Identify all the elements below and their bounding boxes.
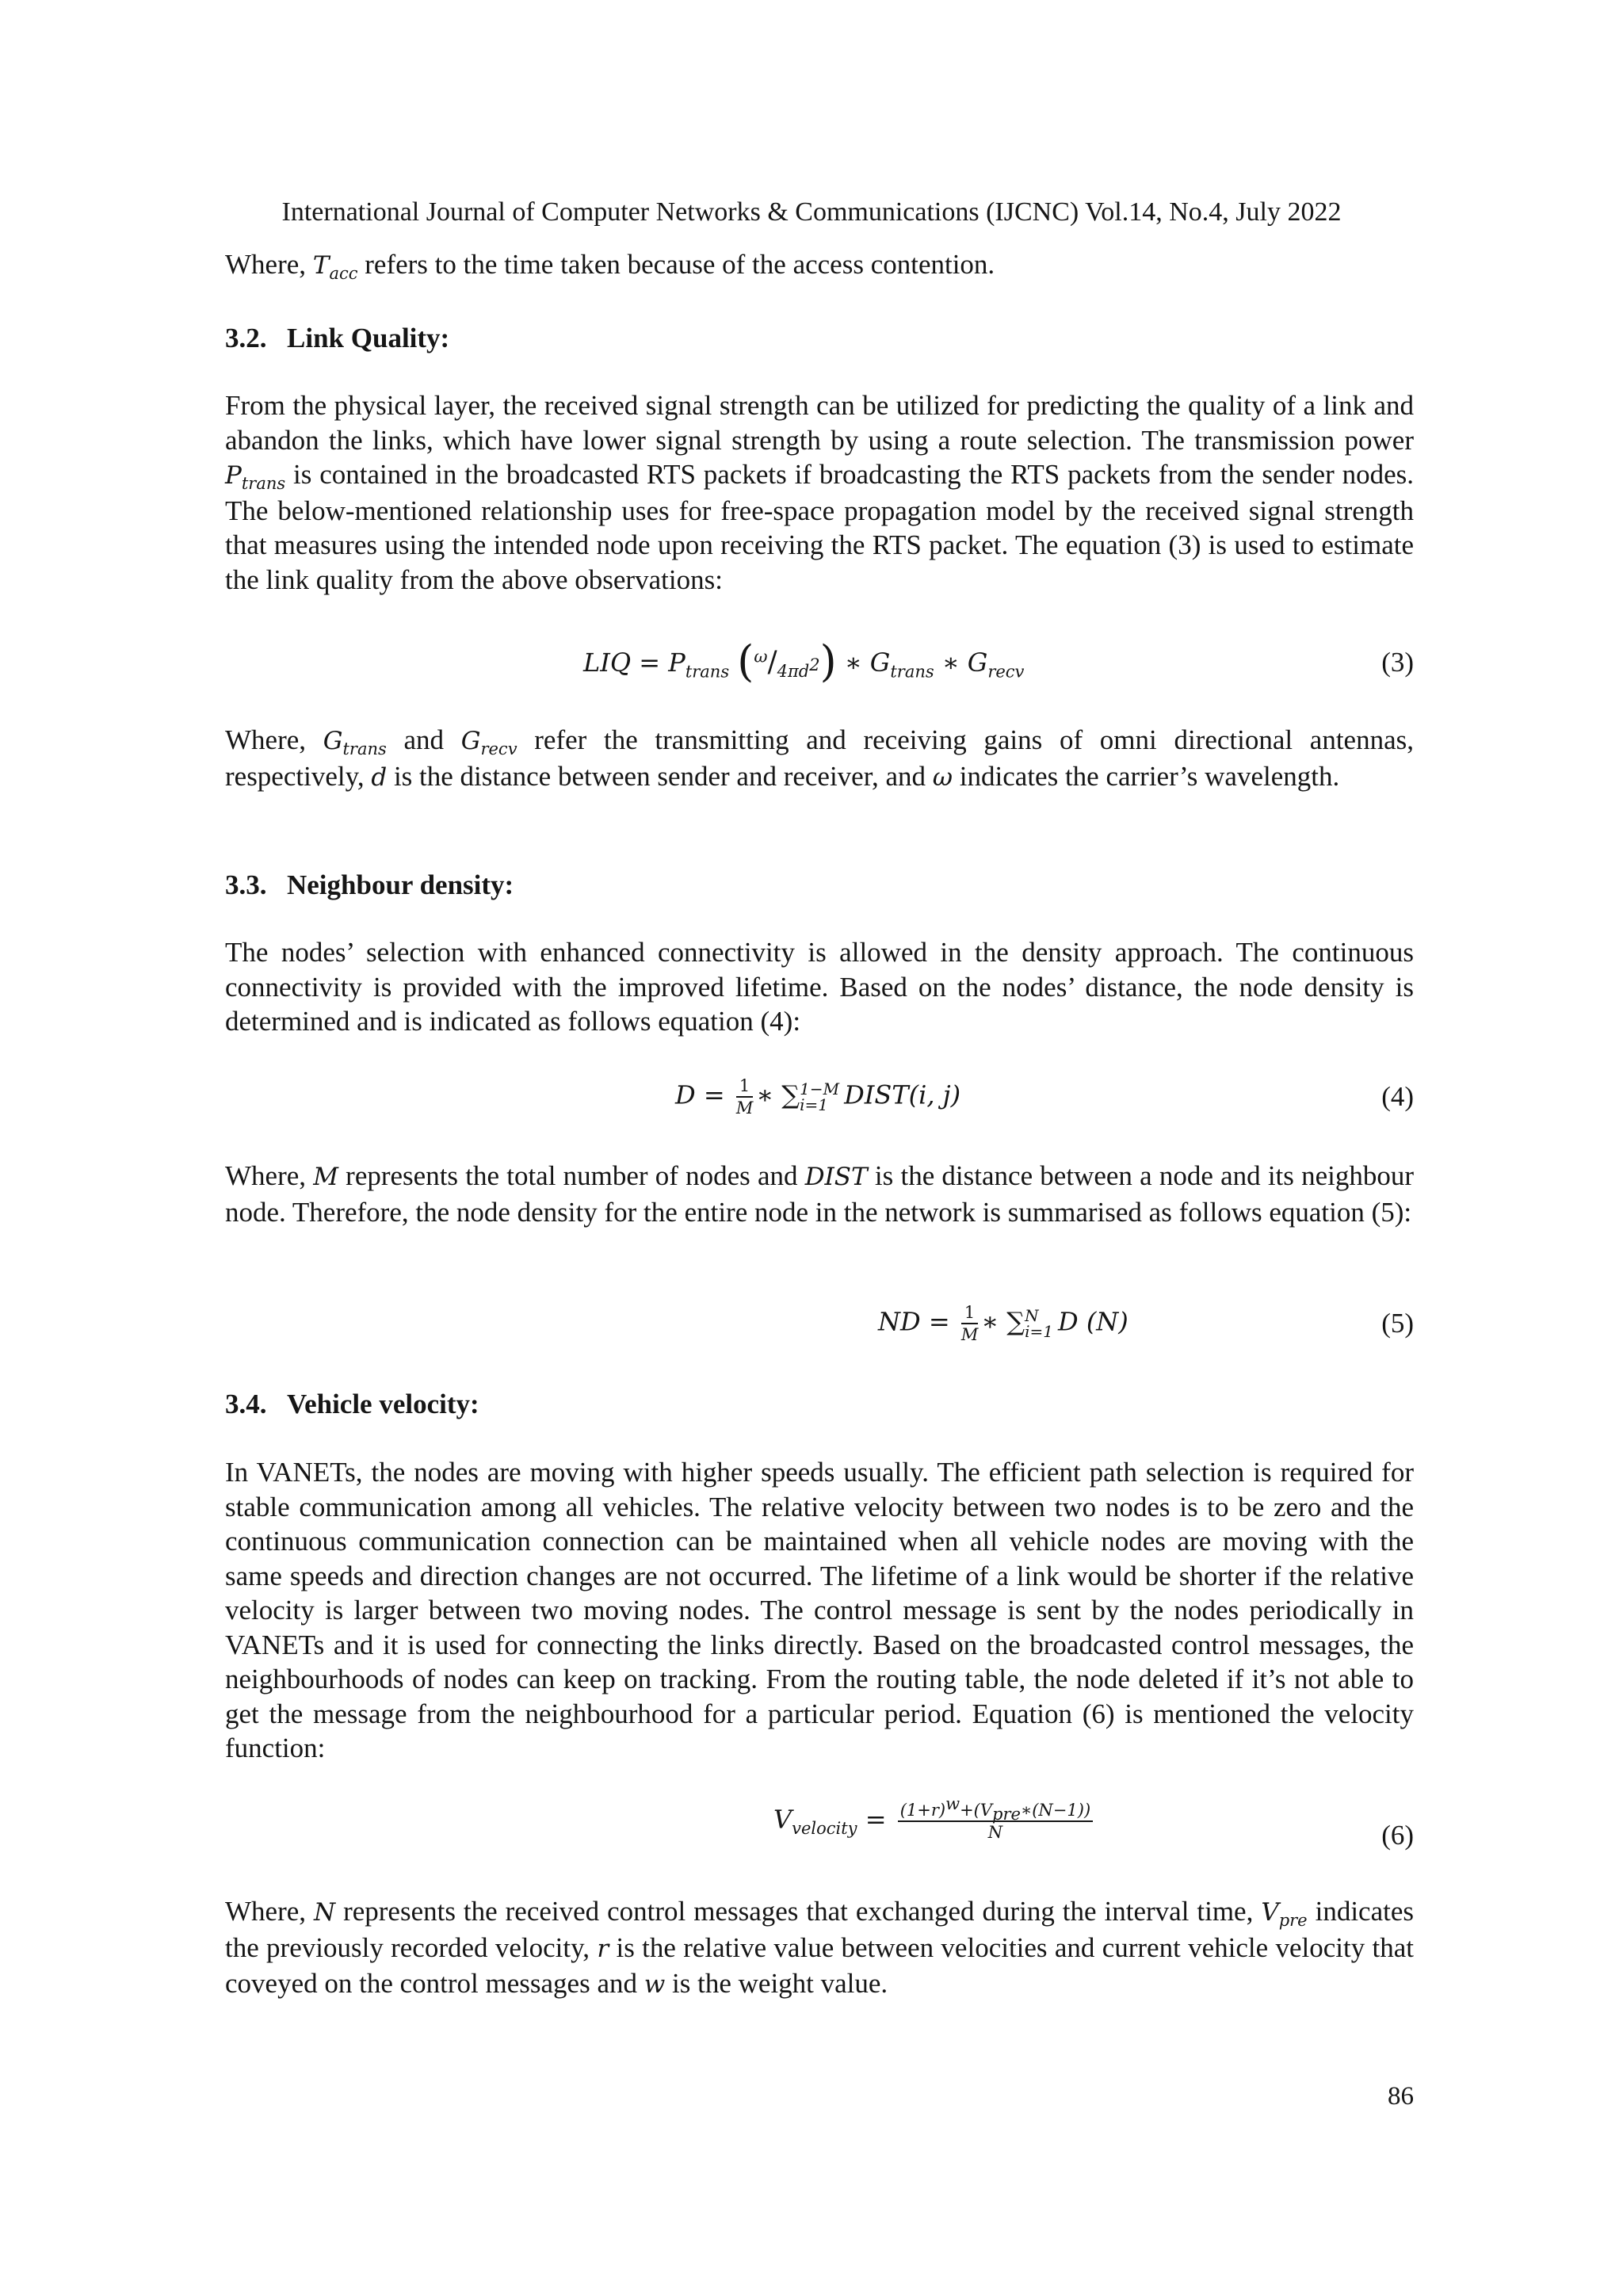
fraction-velocity: $\frac{(1+r)^w+(V_{pre}∗(N-1))}{N}$ — [898, 1801, 1093, 1842]
summation-symbol: ∑ — [1006, 1306, 1025, 1337]
neighbour-density-where-paragraph: Where, M represents the total number of nodes and DIST is the distance between a node and its neighbour node. Therefore, the node density for the entire node in the network is summarised as follows equation (5): — [225, 1160, 1415, 1228]
vehicle-velocity-paragraph: In VANETs, the nodes are moving with higher speeds usually. The efficient path selection is required for stable communication among all vehicles. The relative velocity between two nodes is to be zero and the continuous communication connection can be maintained when all vehicle nodes are moving with the same speeds and direction changes are not occurred. The lifetime of a link would be shorter if the relative velocity is larger between two moving nodes. The control message is sent by the nodes periodically in VANETs and it is used for connecting the links directly. Based on the broadcasted control messages, the neighbourhoods of nodes can keep on tracking. From the routing table, the node deleted if it’s not able to get the message from the neighbourhood for a particular period. Equation (6) is mentioned the velocity function: — [225, 1457, 1414, 1763]
symbol-p-trans: $P_{trans}$ — [225, 461, 286, 494]
equation-number-4: (4) — [1381, 1081, 1414, 1112]
section-heading-3-2: 3.2. Link Quality: — [225, 323, 450, 353]
equation-number-6: (6) — [1381, 1820, 1414, 1851]
section-heading-3-3: 3.3. Neighbour density: — [225, 869, 514, 900]
intro-paragraph: Where, $T_{acc}$ refers to the time taken because of the access contention. — [225, 249, 995, 284]
symbol-w: w — [643, 1970, 666, 1999]
fraction-one-over-m: $\frac{1}{M}$ — [960, 1303, 979, 1344]
symbol-t-acc: $T_{acc}$ — [312, 251, 358, 284]
equation-5: ND = $\frac{1}{M}$ ∗ ∑ N i=1 D (N) — [878, 1303, 1128, 1344]
page-number: 86 — [1388, 2082, 1414, 2111]
symbol-omega: ω — [932, 762, 953, 792]
symbol-m: M — [313, 1163, 338, 1191]
link-quality-where-paragraph: Where, $G_{trans}$ and $G_{recv}$ refer the transmitting and receiving gains of omni directional antennas, respectively, d is the distance between sender and receiver, and ω indicates the carrier’s wavelength. — [225, 724, 1414, 792]
symbol-dist: DIST — [804, 1163, 868, 1191]
link-quality-paragraph: From the physical layer, the received signal strength can be utilized for predicting the quality of a link and abandon the links, which have lower signal strength by using a route selection. The transmission power $P_{trans}$ is contained in the broadcasted RTS packets if broadcasting the RTS packets from the sender nodes. The below-mentioned relationship uses for free-space propagation model by the received signal strength that measures using the intended node upon receiving the RTS packet. The equation (3) is used to estimate the link quality from the above observations: — [225, 390, 1414, 595]
symbol-g-recv: $G_{recv}$ — [460, 727, 517, 759]
symbol-v-pre: $V_{pre}$ — [1261, 1898, 1308, 1931]
vehicle-velocity-where-paragraph: Where, N represents the received control messages that exchanged during the interval time, $V_{pre}$ indicates the previously recorded velocity, r is the relative value between velocities and current vehicle velocity that coveyed on the control messages and w is the weight value. — [225, 1896, 1414, 1999]
equation-4: D = $\frac{1}{M}$ ∗ ∑ 1−M i=1 DIST(i, j) — [675, 1076, 961, 1117]
symbol-g-trans: $G_{trans}$ — [323, 727, 387, 759]
fraction-one-over-m: $\frac{1}{M}$ — [735, 1076, 754, 1117]
equation-6: $V_{velocity}$ = $\frac{(1+r)^w+(V_{pre}∗(N-1))}{N}$ — [773, 1801, 1096, 1842]
equation-3: LIQ = $P_{trans}$ $(^\omega/_{4\pi d^2})$ ∗ $G_{trans}$ ∗ $G_{recv}$ — [583, 636, 1025, 686]
symbol-d: d — [371, 762, 388, 792]
neighbour-density-paragraph: The nodes’ selection with enhanced connectivity is allowed in the density approach. The continuous connectivity is provided with the improved lifetime. Based on the nodes’ distance, the node density is determined and is indicated as follows equation (4): — [225, 937, 1414, 1037]
equation-number-5: (5) — [1381, 1308, 1414, 1339]
symbol-n: N — [313, 1898, 336, 1927]
symbol-r: r — [597, 1934, 609, 1963]
summation-symbol: ∑ — [781, 1079, 800, 1110]
equation-number-3: (3) — [1381, 647, 1414, 678]
section-heading-3-4: 3.4. Vehicle velocity: — [225, 1389, 479, 1419]
running-header: International Journal of Computer Networks & Communications (IJCNC) Vol.14, No.4, July 2022 — [281, 197, 1342, 227]
